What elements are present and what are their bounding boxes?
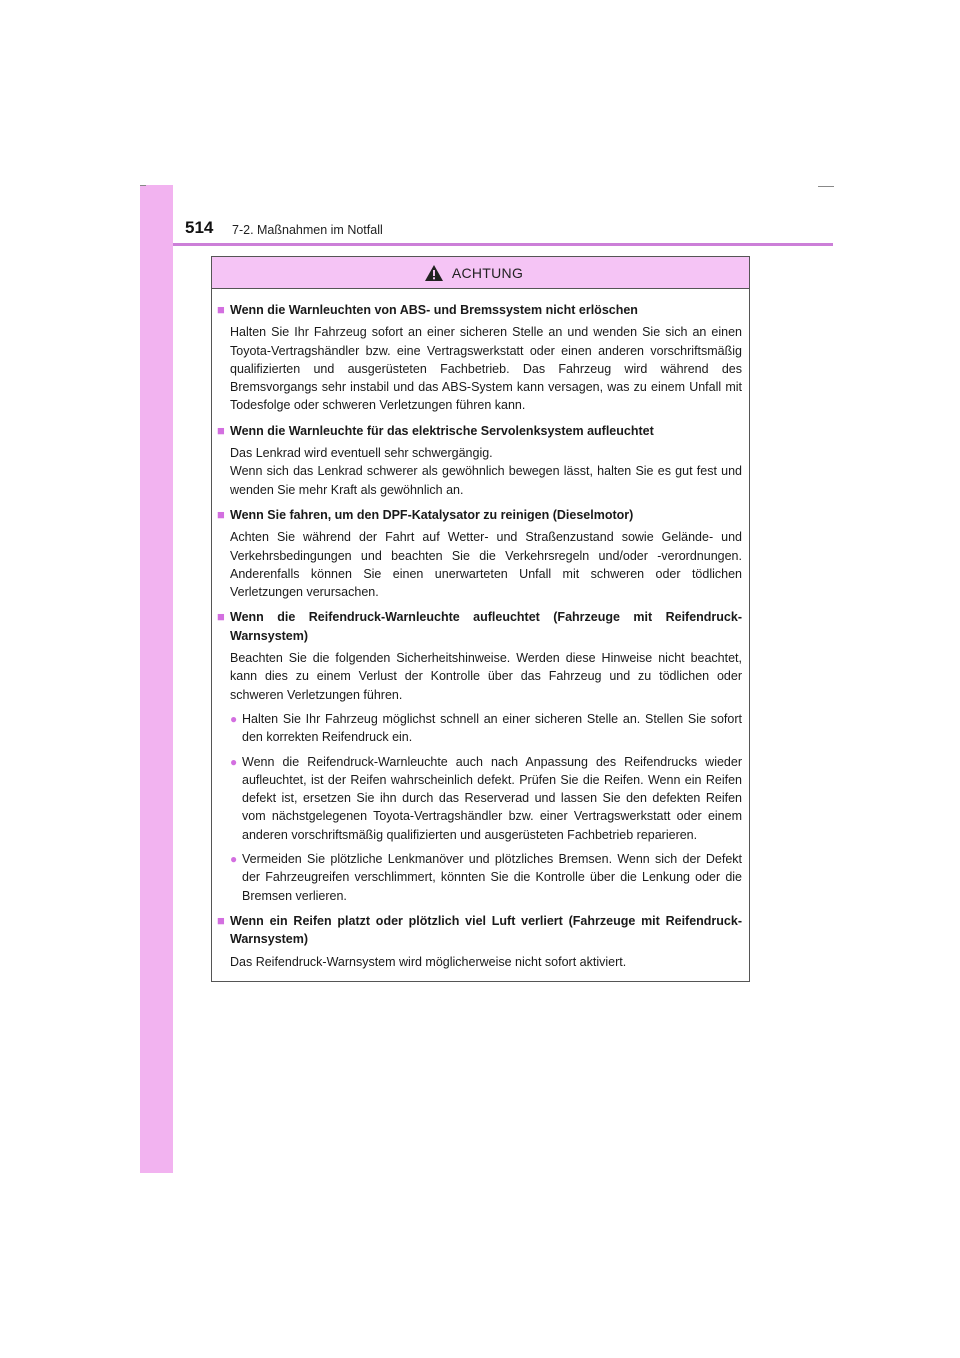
heading-text: Wenn die Warnleuchten von ABS- und Bremssystem nicht erlöschen bbox=[230, 303, 638, 317]
bullet-item bbox=[230, 850, 742, 905]
warning-box bbox=[211, 256, 750, 982]
header-rule bbox=[173, 243, 833, 246]
square-bullet-icon: ■ bbox=[217, 912, 225, 928]
warning-item bbox=[217, 608, 742, 904]
warning-triangle-icon bbox=[424, 264, 444, 282]
bullet-text: Wenn die Reifendruck-Warnleuchte auch nach Anpassung des Reifendrucks wieder aufleuchtet, ist der Reifen wahrscheinlich defekt. Prüfen Sie die Reifen. Wenn ein Reifen defekt ist, ersetzen Sie ihn durch das Reserverad und lassen Sie den defekten Reifen vom nächstgelegenen Toyota-Vertragshändler bzw. einer Vertragswerkstatt oder einem anderen vorschriftsmäßig qualifizierten und ausgerüsteten Fachbetrieb reparieren. bbox=[242, 754, 742, 842]
warning-body bbox=[212, 289, 749, 971]
body-paragraph: Das Lenkrad wird eventuell sehr schwergängig. bbox=[230, 446, 493, 461]
warning-item-body bbox=[230, 649, 742, 704]
bullet-text: Vermeiden Sie plötzliche Lenkmanöver und plötzliches Bremsen. Wenn sich der Defekt der Fahrzeugreifen verschlimmert, könnten Sie die Kontrolle über die Lenkung oder die Bremsen verlieren. bbox=[242, 852, 742, 903]
warning-item-heading bbox=[217, 608, 742, 645]
warning-item-heading bbox=[217, 912, 742, 949]
body-paragraph: Halten Sie Ihr Fahrzeug sofort an einer sicheren Stelle an und wenden Sie sich an einen Toyota-Vertragshändler bzw. eine Vertragswerkstatt oder einen anderen vorschriftsmäßig qualifizierten und ausgerüsteten Fachbetrieb. Das Fahrzeug wird während des Bremsvorgangs sehr instabil und das ABS-System kann versagen, was zu einem Unfall mit Todesfolge oder schweren Verletzungen führen kann. bbox=[230, 325, 742, 413]
square-bullet-icon: ■ bbox=[217, 422, 225, 438]
round-bullet-icon: ● bbox=[230, 852, 238, 867]
warning-label: ACHTUNG bbox=[451, 264, 524, 281]
round-bullet-icon: ● bbox=[230, 711, 238, 726]
crop-mark-left bbox=[140, 185, 146, 186]
body-paragraph: Wenn sich das Lenkrad schwerer als gewöhnlich bewegen lässt, halten Sie es gut fest und wenden Sie mehr Kraft als gewöhnlich an. bbox=[230, 464, 742, 497]
warning-item bbox=[217, 301, 742, 415]
warning-item-heading bbox=[217, 301, 742, 319]
crop-mark-right bbox=[818, 186, 834, 187]
square-bullet-icon: ■ bbox=[217, 302, 225, 317]
warning-header bbox=[212, 257, 749, 289]
heading-text: Wenn ein Reifen platzt oder plötzlich viel Luft verliert (Fahrzeuge mit Reifendruck-Warnsystem) bbox=[230, 913, 742, 947]
body-paragraph: Achten Sie während der Fahrt auf Wetter- und Straßenzustand sowie Gelände- und Verkehrsbedingungen und beachten Sie die Verkehrsregeln und/oder -verordnungen. Anderenfalls können Sie einen unerwarteten Unfall mit schweren oder tödlichen Verletzungen verursachen. bbox=[230, 530, 742, 600]
warning-item bbox=[217, 506, 742, 601]
warning-item bbox=[217, 422, 742, 499]
warning-item-body bbox=[230, 444, 742, 499]
body-paragraph: Beachten Sie die folgenden Sicherheitshinweise. Werden diese Hinweise nicht beachtet, kann dies zu einem Verlust der Kontrolle über das Fahrzeug und zu tödlichen oder schweren Verletzungen führen. bbox=[230, 651, 742, 702]
chapter-sidebar-tab bbox=[140, 185, 173, 1173]
square-bullet-icon: ■ bbox=[217, 506, 225, 522]
warning-item-heading bbox=[217, 422, 742, 440]
warning-item-body bbox=[230, 323, 742, 414]
warning-item-heading bbox=[217, 506, 742, 524]
round-bullet-icon: ● bbox=[230, 754, 238, 769]
warning-item bbox=[217, 912, 742, 971]
warning-item-body bbox=[230, 528, 742, 601]
section-title: 7-2. Maßnahmen im Notfall bbox=[232, 223, 383, 237]
bullet-text: Halten Sie Ihr Fahrzeug möglichst schnell an einer sicheren Stelle an. Stellen Sie sofort den korrekten Reifendruck ein. bbox=[242, 711, 742, 745]
heading-text: Wenn die Warnleuchte für das elektrische Servolenksystem aufleuchtet bbox=[230, 423, 654, 438]
heading-text: Wenn die Reifendruck-Warnleuchte aufleuchtet (Fahrzeuge mit Reifendruck-Warnsystem) bbox=[230, 610, 742, 643]
bullet-item bbox=[230, 753, 742, 844]
warning-item-body bbox=[230, 953, 742, 971]
heading-text: Wenn Sie fahren, um den DPF-Katalysator zu reinigen (Dieselmotor) bbox=[230, 507, 634, 522]
bullet-item bbox=[230, 710, 742, 747]
square-bullet-icon: ■ bbox=[217, 609, 225, 625]
body-paragraph: Das Reifendruck-Warnsystem wird möglicherweise nicht sofort aktiviert. bbox=[230, 954, 627, 969]
page-number: 514 bbox=[185, 218, 214, 237]
